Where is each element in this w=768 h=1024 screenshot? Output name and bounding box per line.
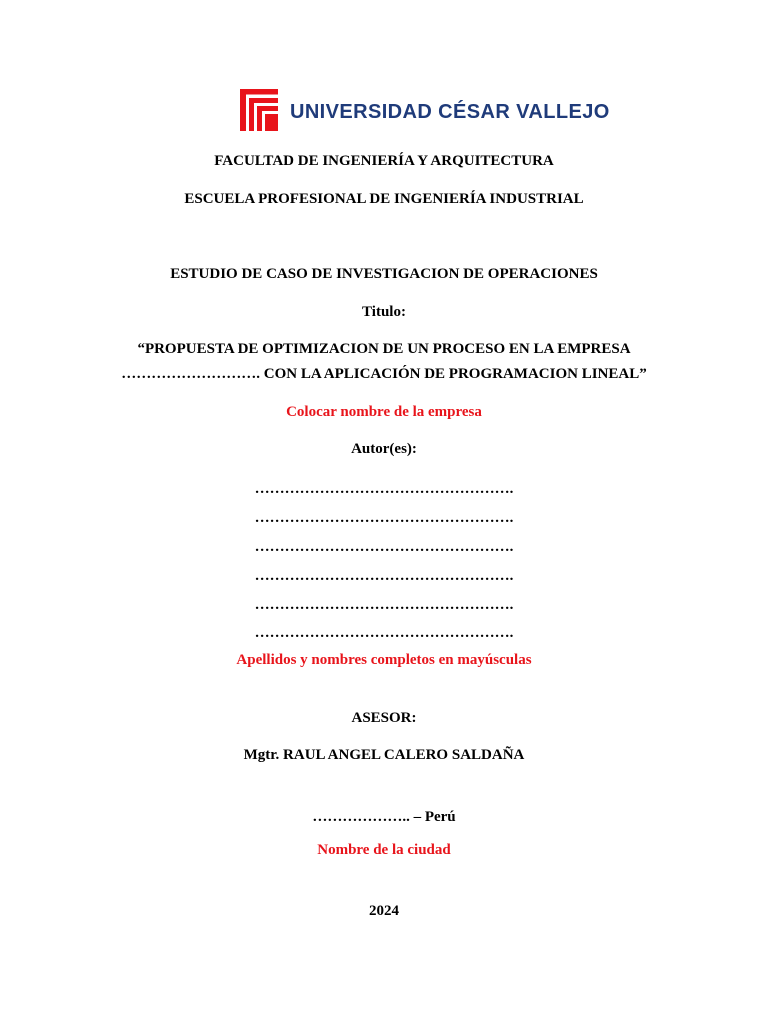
- title-line-1: “PROPUESTA DE OPTIMIZACION DE UN PROCESO EN LA EMPRESA: [137, 341, 631, 357]
- authors-placeholder-hint: Apellidos y nombres completos en mayúsculas: [236, 652, 532, 668]
- university-name: UNIVERSIDAD CÉSAR VALLEJO: [290, 101, 610, 123]
- authors-label: Autor(es):: [351, 441, 417, 457]
- city-placeholder-hint: Nombre de la ciudad: [317, 842, 451, 858]
- university-logo: [238, 86, 610, 134]
- year: 2024: [369, 903, 399, 919]
- author-line: …………………………………………….: [254, 539, 514, 555]
- author-line: …………………………………………….: [254, 625, 514, 641]
- title-line-2: ………………………. CON LA APLICACIÓN DE PROGRAMACION LINEAL”: [121, 366, 647, 382]
- study-type: ESTUDIO DE CASO DE INVESTIGACION DE OPERACIONES: [170, 266, 598, 282]
- title-label: Titulo:: [362, 304, 406, 320]
- author-line: …………………………………………….: [254, 510, 514, 526]
- advisor-label: ASESOR:: [351, 710, 417, 726]
- author-line: …………………………………………….: [254, 568, 514, 584]
- advisor-name: Mgtr. RAUL ANGEL CALERO SALDAÑA: [243, 747, 525, 763]
- author-line: …………………………………………….: [254, 481, 514, 497]
- faculty-heading: FACULTAD DE INGENIERÍA Y ARQUITECTURA: [214, 153, 554, 169]
- company-placeholder-hint: Colocar nombre de la empresa: [286, 404, 482, 420]
- location-line: ……………….. – Perú: [312, 809, 456, 825]
- school-heading: ESCUELA PROFESIONAL DE INGENIERÍA INDUSTRIAL: [184, 191, 584, 207]
- ucv-logo-icon: [238, 87, 280, 133]
- author-line: …………………………………………….: [254, 597, 514, 613]
